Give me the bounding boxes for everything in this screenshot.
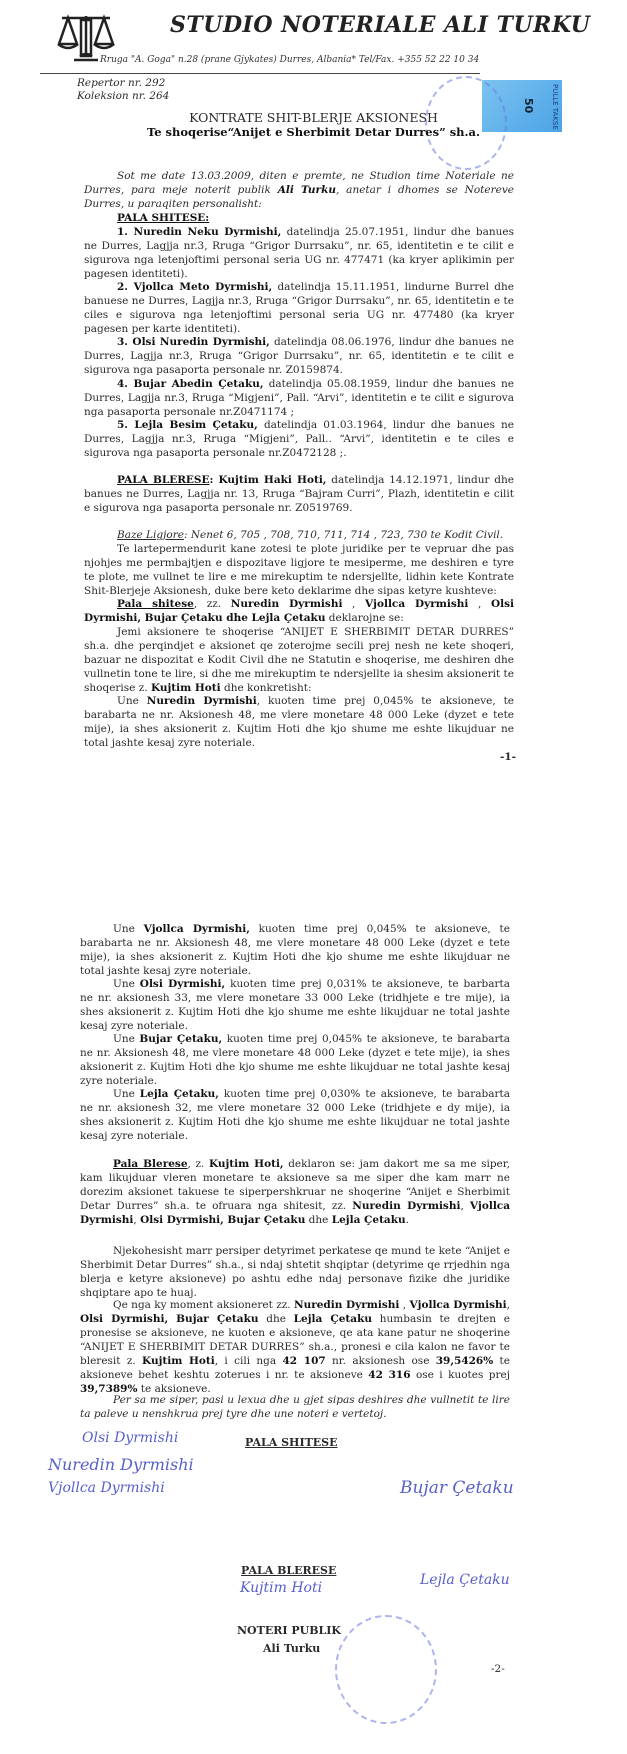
text-run: datelindja 05.08.1959, lindur dhe banues ne Durres, Lagjja nr.3, Rruga “Migjeni”, Pall. “Arvi”, identitetin e te cilit e sigurova nga pasaporta personale nr.Z0471174 ; <box>84 378 514 418</box>
text-run: , <box>133 1214 141 1226</box>
text-run: Baze Ligjore <box>117 529 184 541</box>
document-subtitle: Te shoqerise“Anijet e Sherbimit Detar Durres” sh.a. <box>146 125 480 139</box>
text-run: Bujar Çetaku, <box>139 1033 223 1045</box>
text-run: , anetar i dhomes se Notereve Durres, u paraqiten personalisht: <box>84 184 514 210</box>
text-run: kuoten time prej 0,045% te aksioneve, te barabarta ne nr. Aksionesh 48, me vlere monetare 48 000 Leke (dyzet e tete mije), ia shes aksionerit z. Kujtim Hoti dhe kjo shume me eshte likujduar ne total jashte kesaj zyre noteriale. <box>80 1033 510 1087</box>
text-run: Olsi Dyrmishi, Bujar Çetaku <box>140 1214 306 1226</box>
text-run: 39,7389% <box>80 1383 138 1395</box>
text-run: Une <box>113 1033 140 1045</box>
text-run: 1. Nuredin Neku Dyrmishi, <box>117 226 282 238</box>
text-run: kuoten time prej 0,030% te aksioneve, te barabarta ne nr. aksionesh 32, me vlere monetare 32 000 Leke (tridhjete e dy mije), ia shes aksionerit z. Kujtim Hoti dhe kjo shume me eshte likujduar ne total jashte kesaj zyre noteriale. <box>80 1088 510 1142</box>
text-run: 2. Vjollca Meto Dyrmishi, <box>117 281 273 293</box>
text-run: Kujtim Hoti, <box>208 1158 284 1170</box>
text-run: Olsi Dyrmishi, Bujar Çetaku dhe Lejla Çetaku <box>84 598 515 624</box>
text-run: 39,5426% <box>435 1355 494 1367</box>
text-run: Vjollca Dyrmishi <box>409 1299 507 1311</box>
text-run: , z. <box>187 1158 209 1170</box>
buyers-signature-label: PALA BLERESE <box>241 1564 337 1577</box>
text-run: Lejla Çetaku, <box>139 1088 219 1100</box>
signature-bujar: Bujar Çetaku <box>400 1478 514 1498</box>
text-run: Olsi Dyrmishi, Bujar Çetaku <box>80 1313 259 1325</box>
header-rule <box>40 73 480 74</box>
office-title: STUDIO NOTERIALE ALI TURKU <box>170 12 591 38</box>
text-run: Vjollca Dyrmishi, <box>143 923 250 935</box>
notary-seal-stamp-2 <box>335 1615 437 1724</box>
sellers-declaration <box>84 597 514 625</box>
text-run: Pala shitese <box>117 598 194 610</box>
notary-label: NOTERI PUBLIK <box>237 1624 341 1637</box>
text-run: : Nenet 6, 705 , 708, 710, 711, 714 , 723, 730 te Kodit Civil. <box>183 529 504 541</box>
text-run: datelindja 08.06.1976, lindur dhe banues ne Durres, Lagjja nr.3, Rruga “Grigor Durrsaku”, nr. 65, identitetin e te cilit e sigurova nga pasaporta personale nr. Z0159874. <box>84 336 514 376</box>
signature-olsi: Olsi Dyrmishi <box>82 1430 179 1446</box>
text-run: humbasin te drejten e pronesise se aksioneve, ne kuoten e aksioneve, qe ata kane patur ne shoqerine “ANIJET E SHERBIMIT DETAR DURRES” sh.a., pronesi e cila kalon ne favor te bleresit z. <box>80 1313 510 1367</box>
tax-stamp-label: PULLE TAKSE <box>551 84 559 130</box>
intro-paragraph <box>84 169 514 211</box>
text-run: Qe nga ky moment aksioneret zz. <box>113 1299 294 1311</box>
text-run: PALA BLERESE <box>117 474 210 486</box>
text-run: datelindja 01.03.1964, lindur dhe banues ne Durres, Lagjja nr.3, Rruga “Migjeni”, Pall.. “Arvi”, identitetin e te ciles e sigurova nga pasaporta personale nr.Z0472128 ;. <box>84 419 514 459</box>
text-run: , <box>342 598 365 610</box>
legal-basis <box>84 528 514 542</box>
text-run: PALA SHITESE: <box>117 212 210 224</box>
text-run: 42 316 <box>368 1369 411 1381</box>
signature-kujtim: Kujtim Hoti <box>240 1580 323 1596</box>
text-run: Sot me date 13.03.2009, diten e premte, ne Studion time Noteriale ne Durres, para meje noterit publik <box>84 170 514 196</box>
capacity-paragraph <box>84 542 514 598</box>
text-run: ose i kuotes prej <box>410 1369 510 1381</box>
koleksion-number: Koleksion nr. 264 <box>77 90 170 102</box>
text-run: , <box>506 1299 511 1311</box>
text-run: Une <box>113 923 144 935</box>
text-run: : Kujtim Haki Hoti, <box>209 474 327 486</box>
text-run: . <box>405 1214 409 1226</box>
sellers-heading <box>84 211 514 225</box>
vjollca-share <box>80 922 510 978</box>
seller-5 <box>84 418 514 460</box>
text-run: Nuredin Dyrmishi <box>146 695 257 707</box>
text-run: te aksioneve behet keshtu zoterues i nr. te aksioneve <box>80 1355 510 1381</box>
repertor-number: Repertor nr. 292 <box>77 77 166 89</box>
text-run: deklarojne se: <box>325 612 404 624</box>
text-run: Vjollca Dyrmishi <box>80 1200 510 1226</box>
text-run: Lejla Çetaku <box>293 1313 372 1325</box>
nuredin-share <box>84 694 514 750</box>
text-run: Une <box>113 978 140 990</box>
text-run: dhe konkretisht: <box>220 682 312 694</box>
signature-nuredin: Nuredin Dyrmishi <box>48 1455 194 1474</box>
text-run: datelindja 25.07.1951, lindur dhe banues ne Durres, Lagjja nr.3, Rruga “Grigor Durrsaku”, nr. 65, identitetin e te cilit e sigurova nga letenjoftimi personal seria UG nr. 477471 (ka kryer aplikimin per pagesen identiteti). <box>84 226 514 280</box>
text-run: , i cili nga <box>214 1355 283 1367</box>
text-run: , <box>460 1200 470 1212</box>
text-run: datelindja 15.11.1951, lindurne Burrel dhe banuese ne Durres, Lagjja nr.3, Rruga “Grigor Durrsaku”, nr. 65, identitetin e te ciles e sigurova nga letenjoftimi personal seria UG nr. 477480 (ka kryer pagesen per karte identiteti). <box>84 281 514 335</box>
text-run: deklaron se: jam dakort me sa me siper, kam likujduar vleren monetare te aksioneve sa me siper dhe kam marr ne dorezim aksionet takuese te siperpershkruar ne shoqerine “Anijet e Sherbimit Detar Durres” sh.a. te ofruara nga shitesit, zz. <box>80 1158 510 1212</box>
seller-1 <box>84 225 514 281</box>
text-run: Per sa me siper, pasi u lexua dhe u gjet sipas deshires dhe vullnetit te lire ta paleve u nenshkrua prej tyre dhe une noteri e vertetoj. <box>80 1394 510 1420</box>
ownership-transfer-paragraph <box>80 1298 510 1396</box>
text-run: kuoten time prej 0,031% te aksioneve, te barbarta ne nr. aksionesh 33, me vlere monetare 33 000 Leke (tridhjete e tre mije), ia shes aksionerit z. Kujtim Hoti dhe kjo shume me eshte likujduar ne total jashte kesaj zyre noteriale. <box>80 978 511 1032</box>
sellers-signature-label: PALA SHITESE <box>245 1436 338 1449</box>
text-run: , kuoten time prej 0,045% te aksioneve, te barabarta ne nr. Aksionesh 48, me vlere monetare 48 000 Leke (dyzet e tete mije), ia shes aksionerit z. Kujtim Hoti dhe kjo shume me eshte likujduar ne total jashte kesaj zyre noteriale. <box>84 695 515 749</box>
olsi-share <box>80 977 510 1033</box>
page-number-1: -1- <box>500 751 517 763</box>
text-run: Kujtim Hoti <box>150 682 221 694</box>
text-run: 3. Olsi Nuredin Dyrmishi, <box>117 336 270 348</box>
signature-lejla: Lejla Çetaku <box>420 1572 510 1588</box>
text-run: Ali Turku <box>277 184 336 196</box>
buyer-declaration <box>80 1157 510 1227</box>
lejla-share <box>80 1087 510 1143</box>
text-run: Nuredin Dyrmishi <box>352 1200 461 1212</box>
page-number-2: -2- <box>491 1663 505 1675</box>
text-run: nr. aksionesh ose <box>325 1355 436 1367</box>
text-run: Vjollca Dyrmishi <box>365 598 469 610</box>
bujar-share <box>80 1032 510 1088</box>
text-run: dhe <box>258 1313 294 1325</box>
text-run: , <box>468 598 491 610</box>
text-run: kuoten time prej 0,045% te aksioneve, te barabarta ne nr. Aksionesh 48, me vlere monetare 48 000 Leke (dyzet e tete mije), ia shes aksionerit z. Kujtim Hoti dhe kjo shume me eshte likujduar ne total jashte kesaj zyre noteriale. <box>80 923 510 977</box>
text-run: Olsi Dyrmishi, <box>139 978 226 990</box>
seller-4 <box>84 377 514 419</box>
tax-stamp-value: 50 <box>522 98 535 114</box>
obligations-paragraph <box>80 1244 510 1300</box>
text-run: , zz. <box>193 598 231 610</box>
text-run: Une <box>113 1088 140 1100</box>
seller-2 <box>84 280 514 336</box>
buyer-paragraph <box>84 473 514 515</box>
text-run: Jemi aksionere te shoqerise “ANIJET E SHERBIMIT DETAR DURRES” sh.a. dhe perqindjet e aksionet qe zoterojme secili prej nesh ne kete shoqeri, bazuar ne dispozitat e Kodit Civil dhe ne Statutin e shoqerise, me deshiren dhe vullnetin tone te lire, si dhe me mirekuptim te ndersjellte ia shesim aksionerit te shoqerise z. <box>84 626 514 694</box>
text-run: Kujtim Hoti <box>142 1355 215 1367</box>
text-run: 5. Lejla Besim Çetaku, <box>117 419 258 431</box>
text-run: Te lartepermendurit kane zotesi te plote juridike per te vepruar dhe pas njohjes me permbajtjen e dispozitave ligjore te mesiperme, me deshiren e tyre te plote, me vullnet te lire e me mirekuptim te ndersjellte, lidhin kete Kontrate Shit-Blerjeje Aksionesh, duke bere keto deklarime dhe sipas ketyre kushteve: <box>84 543 514 597</box>
text-run: Nuredin Dyrmishi <box>230 598 343 610</box>
text-run: te aksioneve. <box>137 1383 211 1395</box>
office-address: Rruga "A. Goga" n.28 (prane Gjykates) Durres, Albania* Tel/Fax. +355 52 22 10 34 <box>100 55 480 65</box>
signature-vjollca: Vjollca Dyrmishi <box>48 1480 165 1496</box>
text-run: 42 107 <box>282 1355 326 1367</box>
text-run: Pala Blerese <box>113 1158 188 1170</box>
text-run: Nuredin Dyrmishi <box>293 1299 400 1311</box>
closing-paragraph <box>80 1393 510 1421</box>
text-run: , <box>399 1299 410 1311</box>
shareholders-paragraph <box>84 625 514 695</box>
seller-3 <box>84 335 514 377</box>
text-run: Une <box>117 695 147 707</box>
document-title: KONTRATE SHIT-BLERJE AKSIONESH <box>189 110 438 125</box>
text-run: 4. Bujar Abedin Çetaku, <box>117 378 264 390</box>
text-run: Njekohesisht marr persiper detyrimet perkatese qe mund te kete “Anijet e Sherbimit Detar Durres” sh.a., si ndaj shtetit shqiptar (detyrime qe rrjedhin nga blerja e ketyre aksioneve) po ashtu edhe ndaj personave fizike dhe juridike shqiptare apo te huaj. <box>80 1245 510 1299</box>
text-run: Lejla Çetaku <box>331 1214 406 1226</box>
notary-name: Ali Turku <box>263 1642 321 1655</box>
text-run: datelindja 14.12.1971, lindur dhe banues ne Durres, Lagjja nr. 13, Rruga “Bajram Curri”, Plazh, identitetin e cilit e sigurova nga pasaporta personale nr. Z0519769. <box>84 474 514 514</box>
text-run: dhe <box>305 1214 332 1226</box>
